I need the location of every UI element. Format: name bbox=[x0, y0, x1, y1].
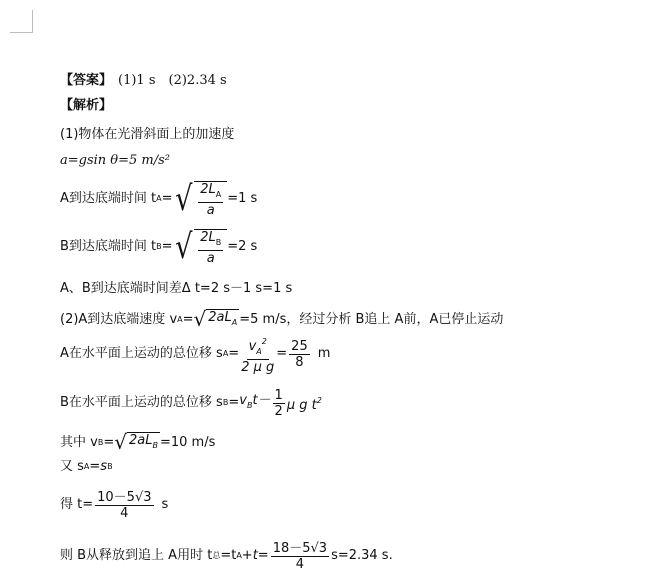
analysis-line-2-text: a=gsin θ=5 m/s² bbox=[60, 153, 171, 168]
analysis-line-6-mid: =5 m/s，经过分析 B追上 A前，A已停止运动 bbox=[239, 312, 504, 327]
sqrt-2aLA: √ $2aL_A$ bbox=[193, 307, 238, 331]
analysis-line-11-prefix: 得 t= bbox=[60, 497, 94, 512]
analysis-line-4-prefix: B到达底端时间 t bbox=[60, 239, 157, 254]
analysis-line-12-result: s=2.34 s. bbox=[331, 548, 393, 563]
sqrt-2aLB: √ $2aL_B$ bbox=[114, 430, 158, 454]
analysis-line-10-text: 又 s bbox=[60, 459, 84, 474]
answer-text: (1)1 s (2)2.34 s bbox=[118, 73, 227, 88]
analysis-line-5-text: A、B到达底端时间差Δ t=2 s－1 s=1 s bbox=[60, 281, 293, 296]
analysis-line-12-mid: =t bbox=[220, 548, 237, 563]
answer-label: 【答案】 bbox=[60, 73, 113, 88]
analysis-line-1 bbox=[60, 127, 234, 143]
analysis-line-10: 又 s A =s B bbox=[60, 459, 113, 474]
answer-line bbox=[60, 73, 227, 89]
analysis-label: 【解析】 bbox=[60, 98, 113, 113]
page-corner-mark bbox=[10, 10, 33, 33]
analysis-line-7-unit: m bbox=[317, 346, 331, 361]
analysis-line-9-result: =10 m/s bbox=[159, 435, 216, 450]
analysis-line-9-prefix: 其中 v bbox=[60, 435, 98, 450]
sqrt-2LB-over-a: √ $\frac{2L_B}{a}$ bbox=[173, 229, 228, 266]
analysis-line-11-unit: s bbox=[161, 497, 169, 512]
analysis-line-3-prefix: A到达底端时间 t bbox=[60, 191, 157, 206]
analysis-line-3-result: =1 s bbox=[227, 191, 258, 206]
fraction-25-over-8: $\frac{25}{8}$ bbox=[291, 338, 308, 370]
analysis-line-6-prefix: (2)A到达底端速度 v bbox=[60, 312, 178, 327]
sqrt-2LA-over-a: √ $\frac{2L_A}{a}$ bbox=[173, 181, 228, 218]
fraction-1-over-2: $\frac{1}{2}$ bbox=[274, 387, 283, 419]
analysis-line-12: 则 B从释放到追上 A用时 t 总 =t A +t= $\frac{18-5√3}{4}$ s=2.34 s. bbox=[60, 540, 393, 572]
analysis-line-12-prefix: 则 B从释放到追上 A用时 t bbox=[60, 548, 213, 563]
analysis-line-7: A在水平面上运动的总位移 s A = $\frac{v_A^2}{\text{2 μ g}}$ = $\frac{25}{8}$ m bbox=[60, 336, 330, 372]
analysis-label-line bbox=[60, 98, 112, 114]
analysis-line-2 bbox=[60, 153, 170, 169]
analysis-line-3: A到达底端时间 t A = √ $\frac{2L_A}{a}$ =1 s bbox=[60, 178, 258, 219]
analysis-line-5 bbox=[60, 281, 292, 297]
analysis-line-8: B在水平面上运动的总位移 s B = $v_Bt-$ $\frac{1}{2}$ μ g $t^2$ bbox=[60, 387, 322, 419]
fraction-t-solution: $\frac{10-5√3}{4}$ bbox=[97, 489, 152, 521]
analysis-line-7-prefix: A在水平面上运动的总位移 s bbox=[60, 346, 223, 361]
analysis-line-9: 其中 v B = √ $2aL_B$ =10 m/s bbox=[60, 430, 216, 454]
analysis-line-8-prefix: B在水平面上运动的总位移 s bbox=[60, 395, 223, 410]
analysis-line-6: (2)A到达底端速度 v A = √ $2aL_A$ =5 m/s，经过分析 B追上 A前，A已停止运动 bbox=[60, 307, 504, 331]
analysis-line-1-text: (1)物体在光滑斜面上的加速度 bbox=[60, 127, 235, 142]
fraction-total-time: $\frac{18-5√3}{4}$ bbox=[272, 540, 328, 572]
analysis-line-11 bbox=[60, 486, 168, 524]
analysis-line-4: B到达底端时间 t B = √ $\frac{2L_B}{a}$ =2 s bbox=[60, 226, 258, 267]
analysis-line-4-result: =2 s bbox=[227, 239, 258, 254]
fraction-vA2-over-2ug: $\frac{v_A^2}{\text{2 μ g}}$ bbox=[241, 334, 274, 375]
